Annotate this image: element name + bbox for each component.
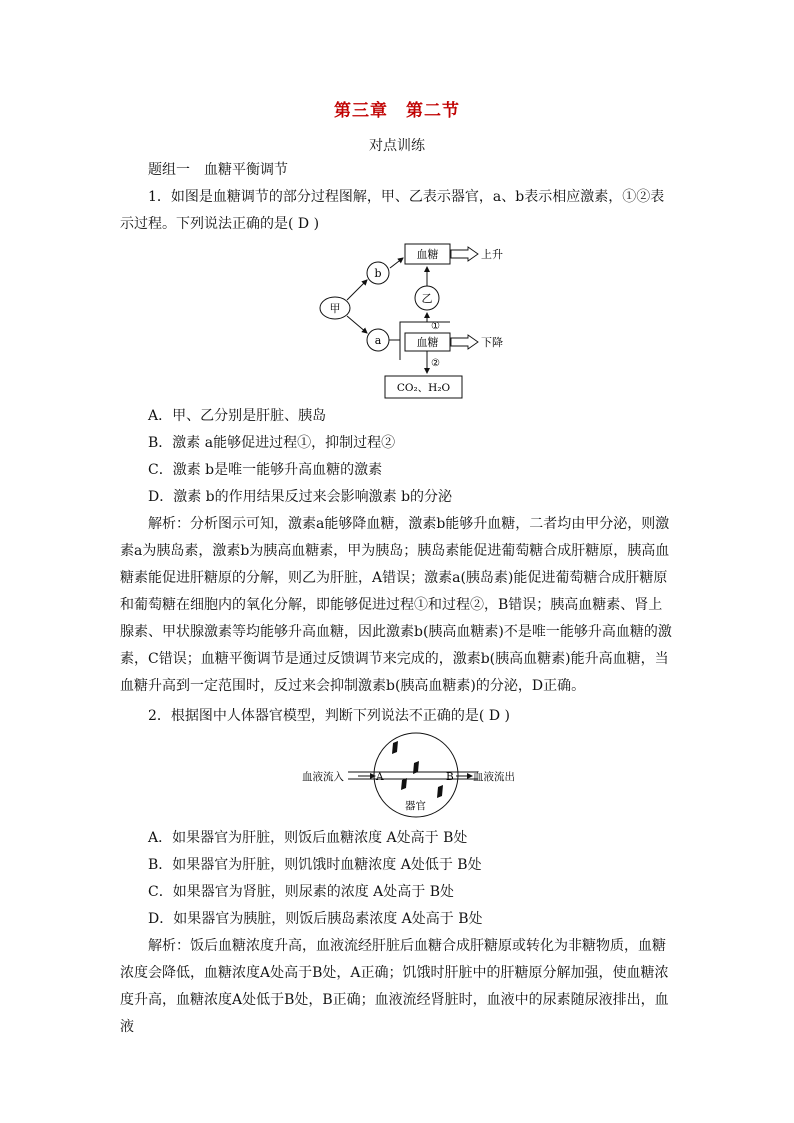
question-1-block (120, 157, 675, 238)
rise-label: 上升 (481, 248, 503, 261)
blood-sugar-top-box (405, 244, 450, 264)
option-d: D．如果器官为胰脏，则饭后胰岛素浓度 A处高于 B处 (148, 911, 483, 927)
process-2-label: ② (431, 358, 440, 369)
arrow-b-to-sugar (390, 258, 403, 268)
question-2-block (120, 703, 675, 730)
option-d: D．激素 b的作用结果反过来会影响激素 b的分泌 (148, 489, 453, 505)
group-label: 题组一 血糖平衡调节 (148, 162, 288, 178)
product-box (385, 376, 462, 398)
product-label: CO₂、H₂O (396, 382, 451, 394)
section-subtitle: 对点训练 (369, 138, 425, 154)
option-c: C．激素 b是唯一能够升高血糖的激素 (148, 462, 383, 478)
organ-yi-label: 乙 (421, 292, 433, 305)
cell-mark-4 (437, 785, 443, 798)
organ-model-diagram (298, 730, 538, 820)
option-b: B．如果器官为肝脏，则饥饿时血糖浓度 A处低于 B处 (148, 857, 482, 873)
question-2-stem: 2．根据图中人体器官模型，判断下列说法不正确的是( D ) (148, 708, 510, 724)
question-2-analysis: 解析：饭后血糖浓度升高，血液流经肝脏后血糖合成肝糖原或转化为非糖物质，血糖浓度会降低，血糖浓度A处高于B处，A正确；饥饿时肝脏中的肝糖原分解加强，使血糖浓度升高，血糖浓度A处低于B处，B正确；血液流经肾脏时，血液中的尿素随尿液排出，血液 (120, 938, 669, 1035)
organ-yi-node (415, 286, 439, 310)
option-a: A．甲、乙分别是肝脏、胰岛 (148, 408, 327, 424)
blood-sugar-bottom-box (405, 333, 450, 351)
arrow-jia-to-a (347, 316, 367, 333)
organ-jia-label: 甲 (329, 302, 341, 315)
option-c: C．如果器官为肾脏，则尿素的浓度 A处高于 B处 (148, 884, 455, 900)
process-1-label: ① (431, 321, 440, 332)
blood-sugar-top-label: 血糖 (416, 248, 439, 261)
organ-label: 器官 (405, 800, 426, 812)
blood-sugar-bottom-label: 血糖 (416, 336, 439, 349)
hormone-b-label: b (374, 267, 382, 280)
hormone-a-label: a (374, 334, 382, 347)
option-b: B．激素 a能够促进过程①，抑制过程② (148, 435, 396, 451)
question-1-stem: 1．如图是血糖调节的部分过程图解，甲、乙表示器官，a、b表示相应激素，①②表示过程。下列说法正确的是( D ) (120, 189, 665, 232)
question-1-analysis: 解析：分析图示可知，激素a能够降血糖，激素b能够升血糖，二者均由甲分泌，则激素a为胰岛素，激素b为胰高血糖素，甲为胰岛；胰岛素能促进葡萄糖合成肝糖原，胰高血糖素能促进肝糖原的分解，则乙为肝脏，A错误；激素a(胰岛素)能促进葡萄糖合成肝糖原和葡萄糖在细胞内的氧化分解，即能够促进过程①和过程②，B错误；胰高血糖素、肾上腺素、甲状腺激素等均能够升高血糖，因此激素b(胰高血糖素)不是唯一能够升高血糖的激素，C错误；血糖平衡调节是通过反馈调节来完成的，激素b(胰高血糖素)能升高血糖，当血糖升高到一定范围时，反过来会抑制激素b(胰高血糖素)的分泌，D正确。 (120, 516, 672, 694)
option-a: A．如果器官为肝脏，则饭后血糖浓度 A处高于 B处 (148, 830, 468, 846)
fall-hollow-arrow (451, 335, 478, 349)
organ-jia-node (320, 297, 350, 319)
question-1-options (120, 403, 675, 511)
point-a-label: A (376, 771, 384, 783)
hormone-b-node (367, 262, 389, 284)
blood-sugar-regulation-diagram (310, 240, 520, 402)
outflow-label: 血液流出 (473, 771, 515, 783)
cell-mark-3 (401, 778, 407, 790)
question-1-analysis-block (120, 511, 675, 700)
rise-hollow-arrow (451, 247, 478, 261)
point-b-label: B (446, 771, 454, 783)
cell-mark-1 (392, 741, 398, 754)
question-2-analysis-block (120, 933, 675, 1041)
fall-label: 下降 (481, 336, 503, 349)
chapter-title: 第三章 第二节 (334, 101, 460, 121)
arrow-jia-to-b (347, 280, 367, 300)
question-2-options (120, 825, 675, 933)
inflow-label: 血液流入 (302, 771, 344, 783)
hormone-a-node (367, 329, 389, 351)
